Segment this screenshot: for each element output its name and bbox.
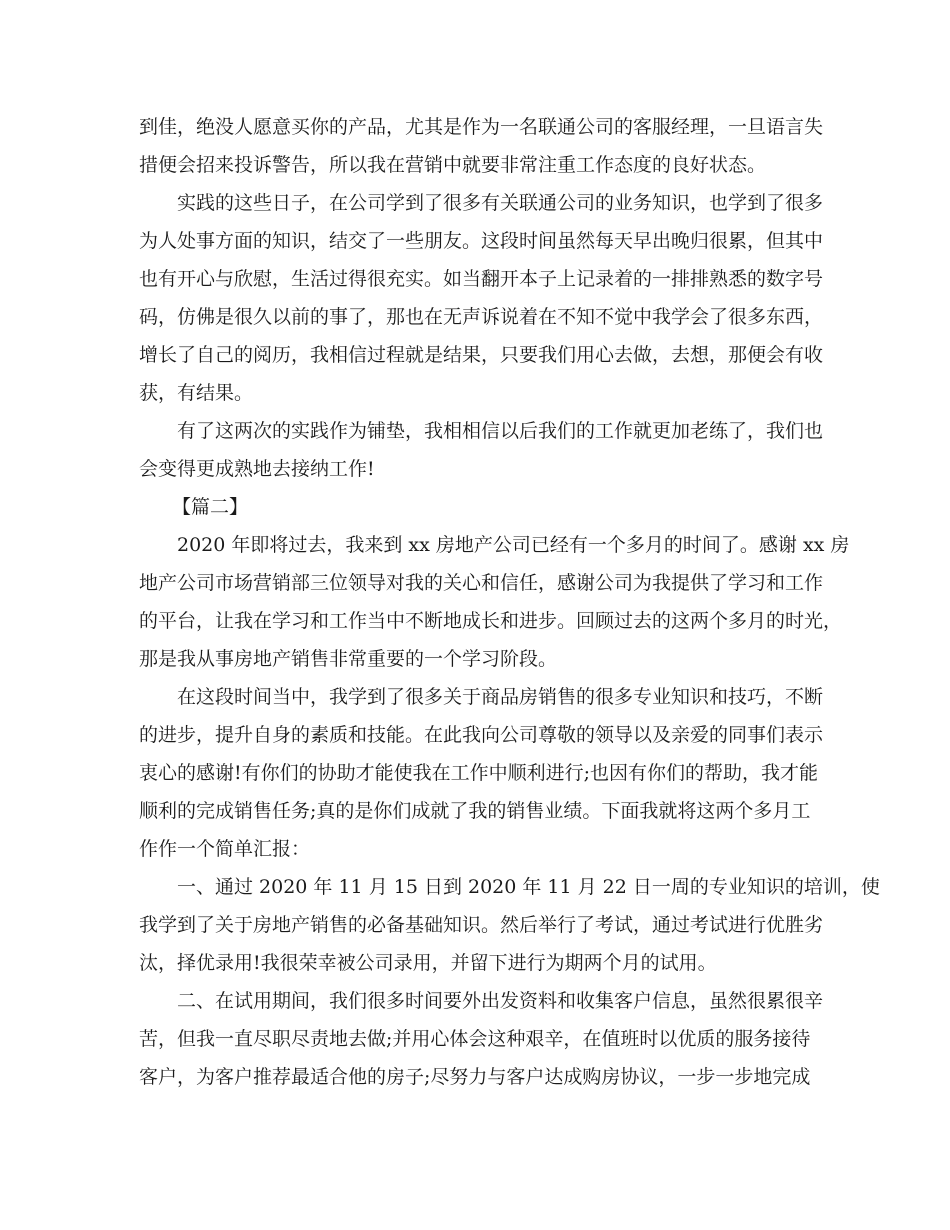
text-line: 那是我从事房地产销售非常重要的一个学习阶段。 bbox=[139, 648, 558, 670]
text-line: 获，有结果。 bbox=[139, 382, 254, 404]
section-heading: 【篇二】 bbox=[172, 496, 249, 518]
text-line: 实践的这些日子，在公司学到了很多有关联通公司的业务知识，也学到了很多 bbox=[177, 192, 824, 214]
text-line: 地产公司市场营销部三位领导对我的关心和信任，感谢公司为我提供了学习和工作 bbox=[139, 572, 824, 594]
text-line: 作作一个简单汇报： bbox=[139, 838, 311, 860]
text-line: 客户，为客户推荐最适合他的房子;尽努力与客户达成购房协议，一步一步地完成 bbox=[139, 1066, 811, 1088]
text-line: 在这段时间当中，我学到了很多关于商品房销售的很多专业知识和技巧，不断 bbox=[177, 686, 824, 708]
text-line: 一、通过 2020 年 11 月 15 日到 2020 年 11 月 22 日一周的专业知识的培训，使 bbox=[177, 876, 880, 898]
text-line: 会变得更成熟地去接纳工作! bbox=[139, 458, 375, 480]
text-line: 有了这两次的实践作为铺垫，我相相信以后我们的工作就更加老练了，我们也 bbox=[177, 420, 824, 442]
text-line: 衷心的感谢!有你们的协助才能使我在工作中顺利进行;也因有你们的帮助，我才能 bbox=[139, 762, 819, 784]
text-line: 苦，但我一直尽职尽责地去做;并用心体会这种艰辛，在值班时以优质的服务接待 bbox=[139, 1028, 811, 1050]
text-line: 2020 年即将过去，我来到 xx 房地产公司已经有一个多月的时间了。感谢 xx 房 bbox=[177, 534, 850, 556]
text-line: 二、在试用期间，我们很多时间要外出发资料和收集客户信息，虽然很累很辛 bbox=[177, 990, 824, 1012]
text-line: 也有开心与欣慰，生活过得很充实。如当翻开本子上记录着的一排排熟悉的数字号 bbox=[139, 268, 824, 290]
text-line: 的平台，让我在学习和工作当中不断地成长和进步。回顾过去的这两个多月的时光， bbox=[139, 610, 843, 632]
text-line: 到佳，绝没人愿意买你的产品，尤其是作为一名联通公司的客服经理，一旦语言失 bbox=[139, 116, 824, 138]
text-line: 顺利的完成销售任务;真的是你们成就了我的销售业绩。下面我就将这两个多月工 bbox=[139, 800, 811, 822]
text-line: 为人处事方面的知识，结交了一些朋友。这段时间虽然每天早出晚归很累，但其中 bbox=[139, 230, 824, 252]
text-line: 措便会招来投诉警告，所以我在营销中就要非常注重工作态度的良好状态。 bbox=[139, 154, 767, 176]
text-line: 我学到了关于房地产销售的必备基础知识。然后举行了考试，通过考试进行优胜劣 bbox=[139, 914, 824, 936]
text-line: 码，仿佛是很久以前的事了，那也在无声诉说着在不知不觉中我学会了很多东西， bbox=[139, 306, 824, 328]
text-line: 汰，择优录用!我很荣幸被公司录用，并留下进行为期两个月的试用。 bbox=[139, 952, 717, 974]
text-line: 增长了自己的阅历，我相信过程就是结果，只要我们用心去做，去想，那便会有收 bbox=[139, 344, 824, 366]
text-line: 的进步，提升自身的素质和技能。在此我向公司尊敬的领导以及亲爱的同事们表示 bbox=[139, 724, 824, 746]
